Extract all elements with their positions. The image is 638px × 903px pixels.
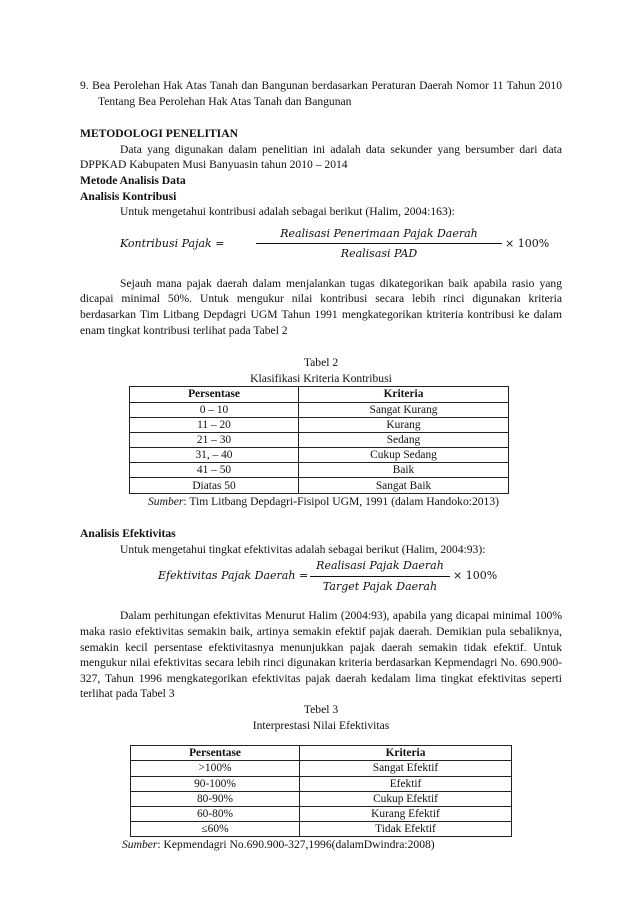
- cell-persentase: 21 – 30: [130, 432, 299, 447]
- kontribusi-formula: [80, 226, 562, 262]
- table-header-row: [130, 387, 509, 402]
- source-text: : Tim Litbang Depdagri-Fisipol UGM, 1991 (dalam Handoko:2013): [183, 494, 500, 508]
- cell-kriteria: Cukup Sedang: [299, 448, 509, 463]
- section-heading-metodologi: METODOLOGI PENELITIAN: [80, 127, 238, 141]
- table3-source: [80, 837, 562, 853]
- cell-kriteria: Kurang Efektif: [300, 806, 512, 821]
- source-label: Sumber: [148, 494, 184, 508]
- table3-subtitle: Interprestasi Nilai Efektivitas: [252, 718, 390, 732]
- cell-persentase: 0 – 10: [130, 402, 299, 417]
- column-header-persentase: Persentase: [130, 387, 299, 402]
- column-header-kriteria: Kriteria: [299, 387, 509, 402]
- table-row: [131, 776, 512, 791]
- efektivitas-intro: Untuk mengetahui tingkat efektivitas adalah sebagai berikut (Halim, 2004:93):: [120, 542, 486, 556]
- cell-persentase: Diatas 50: [130, 478, 299, 493]
- table-row: [131, 822, 512, 837]
- cell-kriteria: Sedang: [299, 432, 509, 447]
- cell-persentase: 31, – 40: [130, 448, 299, 463]
- cell-persentase: 11 – 20: [130, 417, 299, 432]
- formula-lhs: Kontribusi Pajak =: [120, 236, 225, 250]
- formula-denominator: Realisasi PAD: [340, 247, 418, 261]
- table-row: [131, 806, 512, 821]
- table2-subtitle: Klasifikasi Kriteria Kontribusi: [250, 371, 392, 385]
- efektivitas-formula: [80, 558, 562, 594]
- table2-source: [80, 494, 562, 510]
- formula-lhs: Efektivitas Pajak Daerah =: [158, 569, 309, 583]
- section-heading-efektivitas: Analisis Efektivitas: [80, 527, 176, 541]
- table-row: [130, 478, 509, 493]
- table-row: [130, 463, 509, 478]
- table-row: [131, 761, 512, 776]
- list-item-number: 9.: [80, 79, 89, 92]
- source-text: : Kepmendagri No.690.900-327,1996(dalamDwindra:2008): [157, 838, 435, 852]
- list-item-text: Bea Perolehan Hak Atas Tanah dan Bangunan berdasarkan Peraturan Daerah Nomor 11 Tahun 2010 Tentang Bea Perolehan Hak Atas Tanah dan Bangunan: [92, 79, 562, 108]
- formula-rhs: × 100%: [505, 236, 550, 250]
- kontribusi-intro: Untuk mengetahui kontribusi adalah sebagai berikut (Halim, 2004:163):: [120, 205, 455, 219]
- cell-kriteria: Efektif: [300, 776, 512, 791]
- cell-persentase: 41 – 50: [130, 463, 299, 478]
- table2: [129, 386, 509, 493]
- table3: [130, 745, 512, 837]
- formula-rhs: × 100%: [453, 569, 498, 583]
- table-row: [131, 791, 512, 806]
- subheading-kontribusi: Analisis Kontribusi: [80, 189, 177, 203]
- column-header-kriteria: Kriteria: [300, 746, 512, 761]
- formula-denominator: Target Pajak Daerah: [322, 580, 438, 593]
- efektivitas-paragraph: Dalam perhitungan efektivitas Menurut Halim (2004:93), apabila yang dicapai minimal 100% maka rasio efektivitas semakin baik, artinya semakin efektif pajak daerah. Demikian pula sebaliknya, semakin kecil persentase efektivitasnya menunjukkan pajak daerah semakin tidak efektif. Untuk mengukur nilai efektivitas secara lebih rinci digunakan kriteria berdasarkan Kepmendagri No. 690.900-327, Tahun 1996 mengkategorikan efektivitas pajak daerah kedalam lima tingkat efektivitas seperti terlihat pada Tabel 3: [80, 609, 562, 701]
- cell-persentase: >100%: [131, 761, 300, 776]
- table-row: [130, 432, 509, 447]
- metodologi-paragraph: Data yang digunakan dalam penelitian ini adalah data sekunder yang bersumber dari data DPPKAD Kabupaten Musi Banyuasin tahun 2010 – 2014: [80, 142, 562, 172]
- cell-kriteria: Sangat Kurang: [299, 402, 509, 417]
- cell-kriteria: Sangat Efektif: [300, 761, 512, 776]
- subheading-metode: Metode Analisis Data: [80, 173, 186, 187]
- table-row: [130, 402, 509, 417]
- table2-title: Tabel 2: [303, 356, 339, 370]
- column-header-persentase: Persentase: [131, 746, 300, 761]
- list-item-9: [80, 78, 562, 109]
- cell-kriteria: Cukup Efektif: [300, 791, 512, 806]
- formula-fraction: [256, 226, 502, 262]
- cell-kriteria: Tidak Efektif: [300, 822, 512, 837]
- formula-numerator: Realisasi Pajak Daerah: [310, 558, 450, 577]
- document-page: [80, 78, 562, 853]
- source-label: Sumber: [122, 838, 158, 852]
- cell-persentase: 80-90%: [131, 791, 300, 806]
- cell-kriteria: Baik: [299, 463, 509, 478]
- formula-numerator: Realisasi Penerimaan Pajak Daerah: [256, 226, 502, 245]
- cell-persentase: ≤60%: [131, 822, 300, 837]
- table-row: [130, 417, 509, 432]
- cell-kriteria: Sangat Baik: [299, 478, 509, 493]
- table3-title: Tebel 3: [303, 702, 339, 716]
- table-row: [130, 448, 509, 463]
- cell-kriteria: Kurang: [299, 417, 509, 432]
- table-header-row: [131, 746, 512, 761]
- kontribusi-paragraph: Sejauh mana pajak daerah dalam menjalankan tugas dikategorikan baik apabila rasio yang dicapai minimal 50%. Untuk mengukur nilai kontribusi secara lebih rinci digunakan kriteria berdasarkan Tim Litbang Depdagri UGM Tahun 1991 mengkategorikan ktriteria kontribusi ke dalam enam tingkat kontribusi terlihat pada Tabel 2: [80, 276, 562, 337]
- cell-persentase: 60-80%: [131, 806, 300, 821]
- cell-persentase: 90-100%: [131, 776, 300, 791]
- formula-fraction: [310, 558, 450, 594]
